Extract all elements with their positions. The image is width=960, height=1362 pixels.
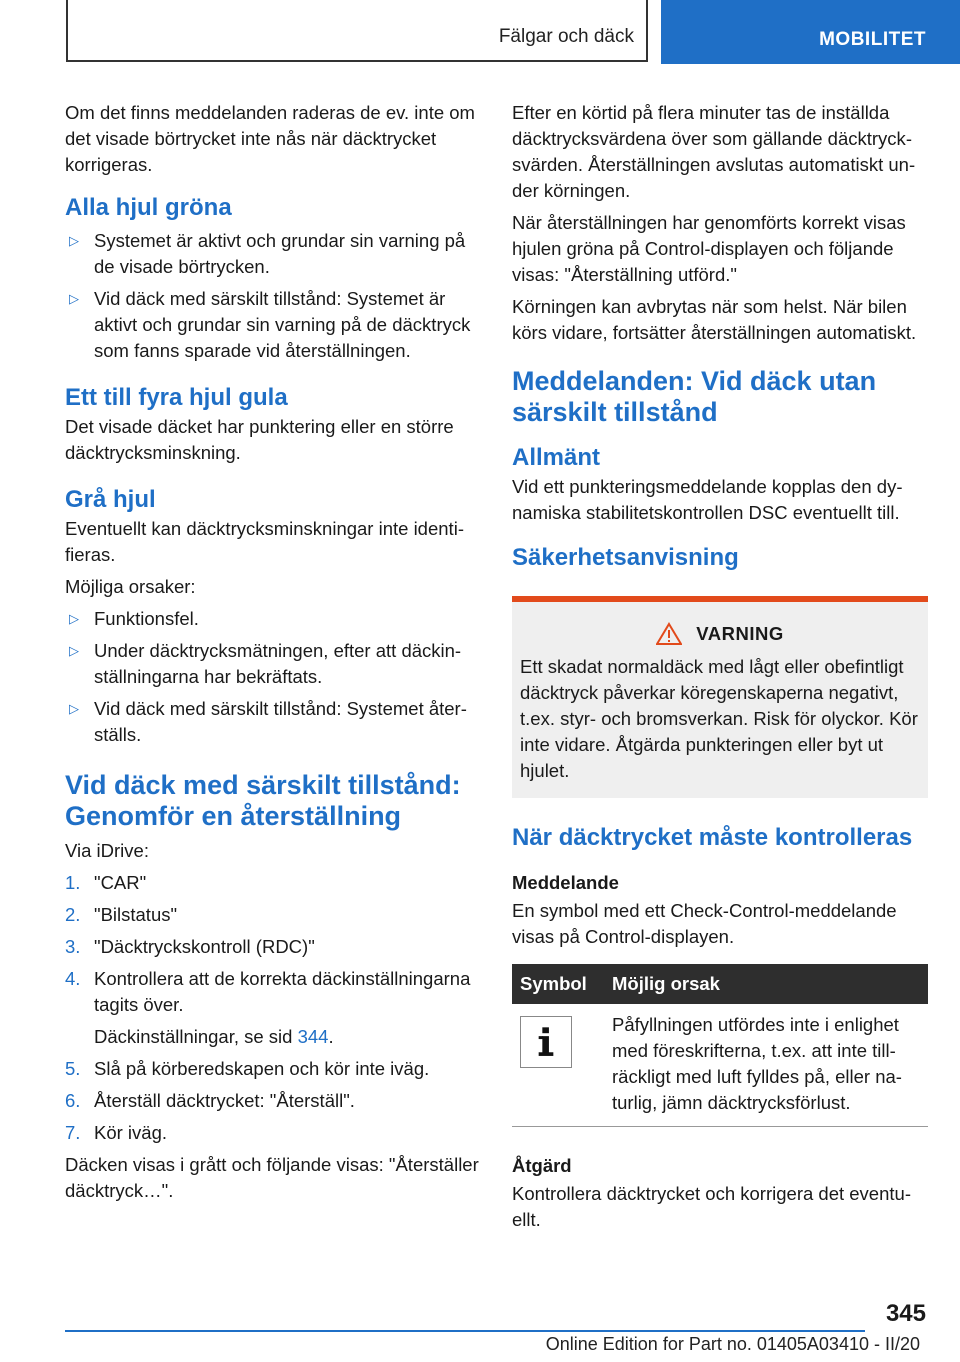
paragraph-2: När återställningen har genomförts korrekt visas hjulen gröna på Control-displayen och följande visas: "Återställning utförd." — [512, 212, 906, 285]
column-header-cause: Möjlig orsak — [604, 964, 928, 1004]
list-item: ▷ Under däcktrycksmätningen, efter att däckinställningarna har bekräftats. — [69, 640, 462, 687]
warning-triangle-icon — [656, 622, 682, 646]
cause-cell: Påfyllningen utfördes inte i enlighet med föreskrifterna, t.ex. att inte tillräckligt med luft fylldes på, eller naturlig, jämn däcktrycksförlust. — [604, 1004, 928, 1127]
causes-label: Möjliga orsaker: — [65, 576, 196, 597]
footer-divider — [65, 1330, 865, 1332]
triangle-bullet-icon: ▷ — [69, 611, 79, 626]
heading-check-pressure: När däcktrycket måste kontrolleras — [512, 824, 913, 851]
list-item: ▷ Vid däck med särskilt tillstånd: Systemet är aktivt och grundar sin varning på de däcktryck som fanns sparade vid återställningen. — [69, 288, 471, 361]
list-item: ▷ Funktionsfel. — [65, 606, 480, 632]
heading-all-green: Alla hjul gröna — [65, 194, 232, 221]
section-title-box — [66, 0, 648, 62]
triangle-bullet-icon: ▷ — [69, 233, 79, 248]
right-column — [512, 100, 928, 1239]
heading-general: Allmänt — [512, 444, 601, 471]
section-title: Fälgar och däck — [498, 26, 634, 47]
heading-grey: Grå hjul — [65, 486, 156, 513]
page-header — [0, 0, 960, 66]
action-label: Åtgärd — [512, 1155, 572, 1176]
heading-yellow: Ett till fyra hjul gula — [65, 384, 288, 411]
causes-list — [65, 606, 480, 748]
chapter-title: MOBILITET — [819, 29, 926, 50]
step-note: Däckinställningar, se sid 344. — [94, 1026, 334, 1047]
step-item: 1. "CAR" — [65, 872, 147, 893]
via-idrive: Via iDrive: — [65, 840, 149, 861]
step-item: 5. Slå på körberedskapen och kör inte iväg. — [65, 1058, 430, 1079]
table-row — [512, 1004, 928, 1127]
symbol-cell — [512, 1004, 604, 1127]
warning-text: Ett skadat normaldäck med lågt eller obefintligt däcktryck påverkar köregenskaperna negativt, t.ex. styr- och bromsverkan. Risk för olyckor. Kör inte vidare. Åtgärda punkteringen eller byt ut hjulet. — [520, 656, 918, 781]
message-paragraph: En symbol med ett Check-Control-meddelande visas på Control-displayen. — [512, 900, 897, 947]
list-item: ▷ Systemet är aktivt och grundar sin varning på de visade börtrycken. — [69, 230, 466, 277]
steps-list — [65, 870, 480, 1146]
green-list — [65, 228, 480, 364]
intro-paragraph: Om det finns meddelanden raderas de ev. inte om det visade börtrycket inte nås när däcktrycket korrigeras. — [65, 102, 475, 175]
warning-title: VARNING — [696, 623, 784, 644]
triangle-bullet-icon: ▷ — [69, 291, 79, 306]
page-number: 345 — [885, 1300, 926, 1327]
step-item: 6. Återställ däcktrycket: "Återställ". — [65, 1090, 355, 1111]
step-item: 7. Kör iväg. — [65, 1122, 168, 1143]
left-column — [65, 100, 480, 1210]
yellow-paragraph: Det visade däcket har punktering eller en större däcktrycksminskning. — [65, 416, 454, 463]
heading-messages: Meddelanden: Vid däck utan särskilt tillstånd — [512, 366, 877, 427]
message-label: Meddelande — [512, 872, 619, 893]
heading-reset: Vid däck med särskilt tillstånd: Genomför en återställning — [65, 770, 461, 831]
grey-paragraph: Eventuellt kan däcktrycksminskningar inte identifieras. — [65, 518, 464, 565]
list-item: ▷ Vid däck med särskilt tillstånd: Systemet återställs. — [69, 698, 467, 745]
action-paragraph: Kontrollera däcktrycket och korrigera det eventuellt. — [512, 1183, 911, 1230]
info-icon — [520, 1016, 572, 1068]
step-item: 4. Kontrollera att de korrekta däckinställningarna tagits över. Däckinställningar, se sid 344. — [65, 966, 480, 1050]
heading-safety: Säkerhetsanvisning — [512, 544, 739, 571]
warning-header — [520, 622, 920, 646]
column-header-symbol: Symbol — [512, 964, 604, 1004]
paragraph-3: Körningen kan avbrytas när som helst. När bilen körs vidare, fortsätter återställningen automatiskt. — [512, 296, 917, 343]
page-link[interactable]: 344 — [297, 1026, 329, 1047]
edition-text: Online Edition for Part no. 01405A03410 - II/20 — [545, 1334, 920, 1354]
chapter-tab — [661, 0, 960, 64]
general-paragraph: Vid ett punkteringsmeddelande kopplas den dynamiska stabilitetskontrollen DSC eventuellt till. — [512, 476, 903, 523]
step-item: 3. "Däcktryckskontroll (RDC)" — [65, 936, 315, 957]
triangle-bullet-icon: ▷ — [69, 701, 79, 716]
table-header-row — [512, 964, 928, 1004]
step-item: 2. "Bilstatus" — [65, 904, 178, 925]
warning-box — [512, 596, 928, 798]
paragraph-1: Efter en körtid på flera minuter tas de inställda däcktrycksvärdena över som gällande däcktrycksvärden. Återställningen avslutas automatiskt under körningen. — [512, 102, 916, 201]
closing-paragraph: Däcken visas i grått och följande visas: "Återställer däcktryck…". — [65, 1154, 479, 1201]
triangle-bullet-icon: ▷ — [69, 643, 79, 658]
symbol-table — [512, 964, 928, 1127]
